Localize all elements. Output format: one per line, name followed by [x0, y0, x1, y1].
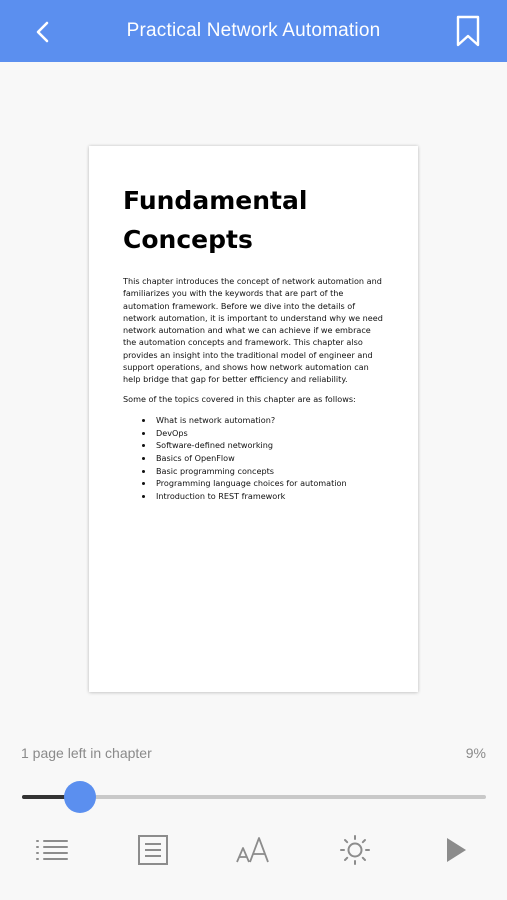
- chevron-left-icon: [35, 20, 51, 44]
- book-page[interactable]: [89, 146, 418, 692]
- brightness-icon: [339, 834, 371, 866]
- brightness-button[interactable]: [333, 826, 377, 874]
- bookmark-icon: [456, 15, 480, 47]
- bottom-toolbar: [0, 826, 507, 876]
- list-item: • Software-defined networking: [154, 439, 385, 452]
- slider-thumb[interactable]: [64, 781, 96, 813]
- progress-slider[interactable]: [22, 782, 486, 812]
- progress-percent-label: 9%: [465, 745, 486, 761]
- play-icon: [444, 836, 468, 864]
- chapter-title: Fundamental Concepts: [123, 186, 308, 254]
- font-size-button[interactable]: [232, 826, 276, 874]
- table-of-contents-button[interactable]: [30, 826, 74, 874]
- book-title: Practical Network Automation: [126, 20, 381, 41]
- back-button[interactable]: [26, 15, 60, 49]
- list-item: • Introduction to REST framework: [154, 490, 385, 503]
- list-item: • Basics of OpenFlow: [154, 452, 385, 465]
- play-button[interactable]: [434, 826, 478, 874]
- topics-list: [123, 414, 385, 503]
- top-bar: [0, 0, 507, 62]
- list-item: • DevOps: [154, 427, 385, 440]
- page-view-button[interactable]: [131, 826, 175, 874]
- chapter-intro-paragraph: This chapter introduces the concept of network automation and familiarizes you with the keywords that are part of the automation framework. Before we dive into the details of network automation, it is important to understand why we need network automation and what we can achieve if we embrace the automation concepts and framework. This chapter also provides an insight into the traditional model of engineer and support operations, and shows how network automation can help bridge that gap for better efficiency and reliability.: [123, 276, 383, 385]
- bookmark-button[interactable]: [451, 12, 485, 50]
- list-item: • Programming language choices for automation: [154, 477, 385, 490]
- list-item: • What is network automation?: [154, 414, 385, 427]
- pages-left-label: 1 page left in chapter: [21, 745, 152, 761]
- table-of-contents-icon: [35, 837, 69, 863]
- page-view-icon: [137, 834, 169, 866]
- list-item: • Basic programming concepts: [154, 465, 385, 478]
- topics-intro-paragraph: Some of the topics covered in this chapter are as follows:: [123, 393, 356, 404]
- font-size-icon: [236, 835, 272, 865]
